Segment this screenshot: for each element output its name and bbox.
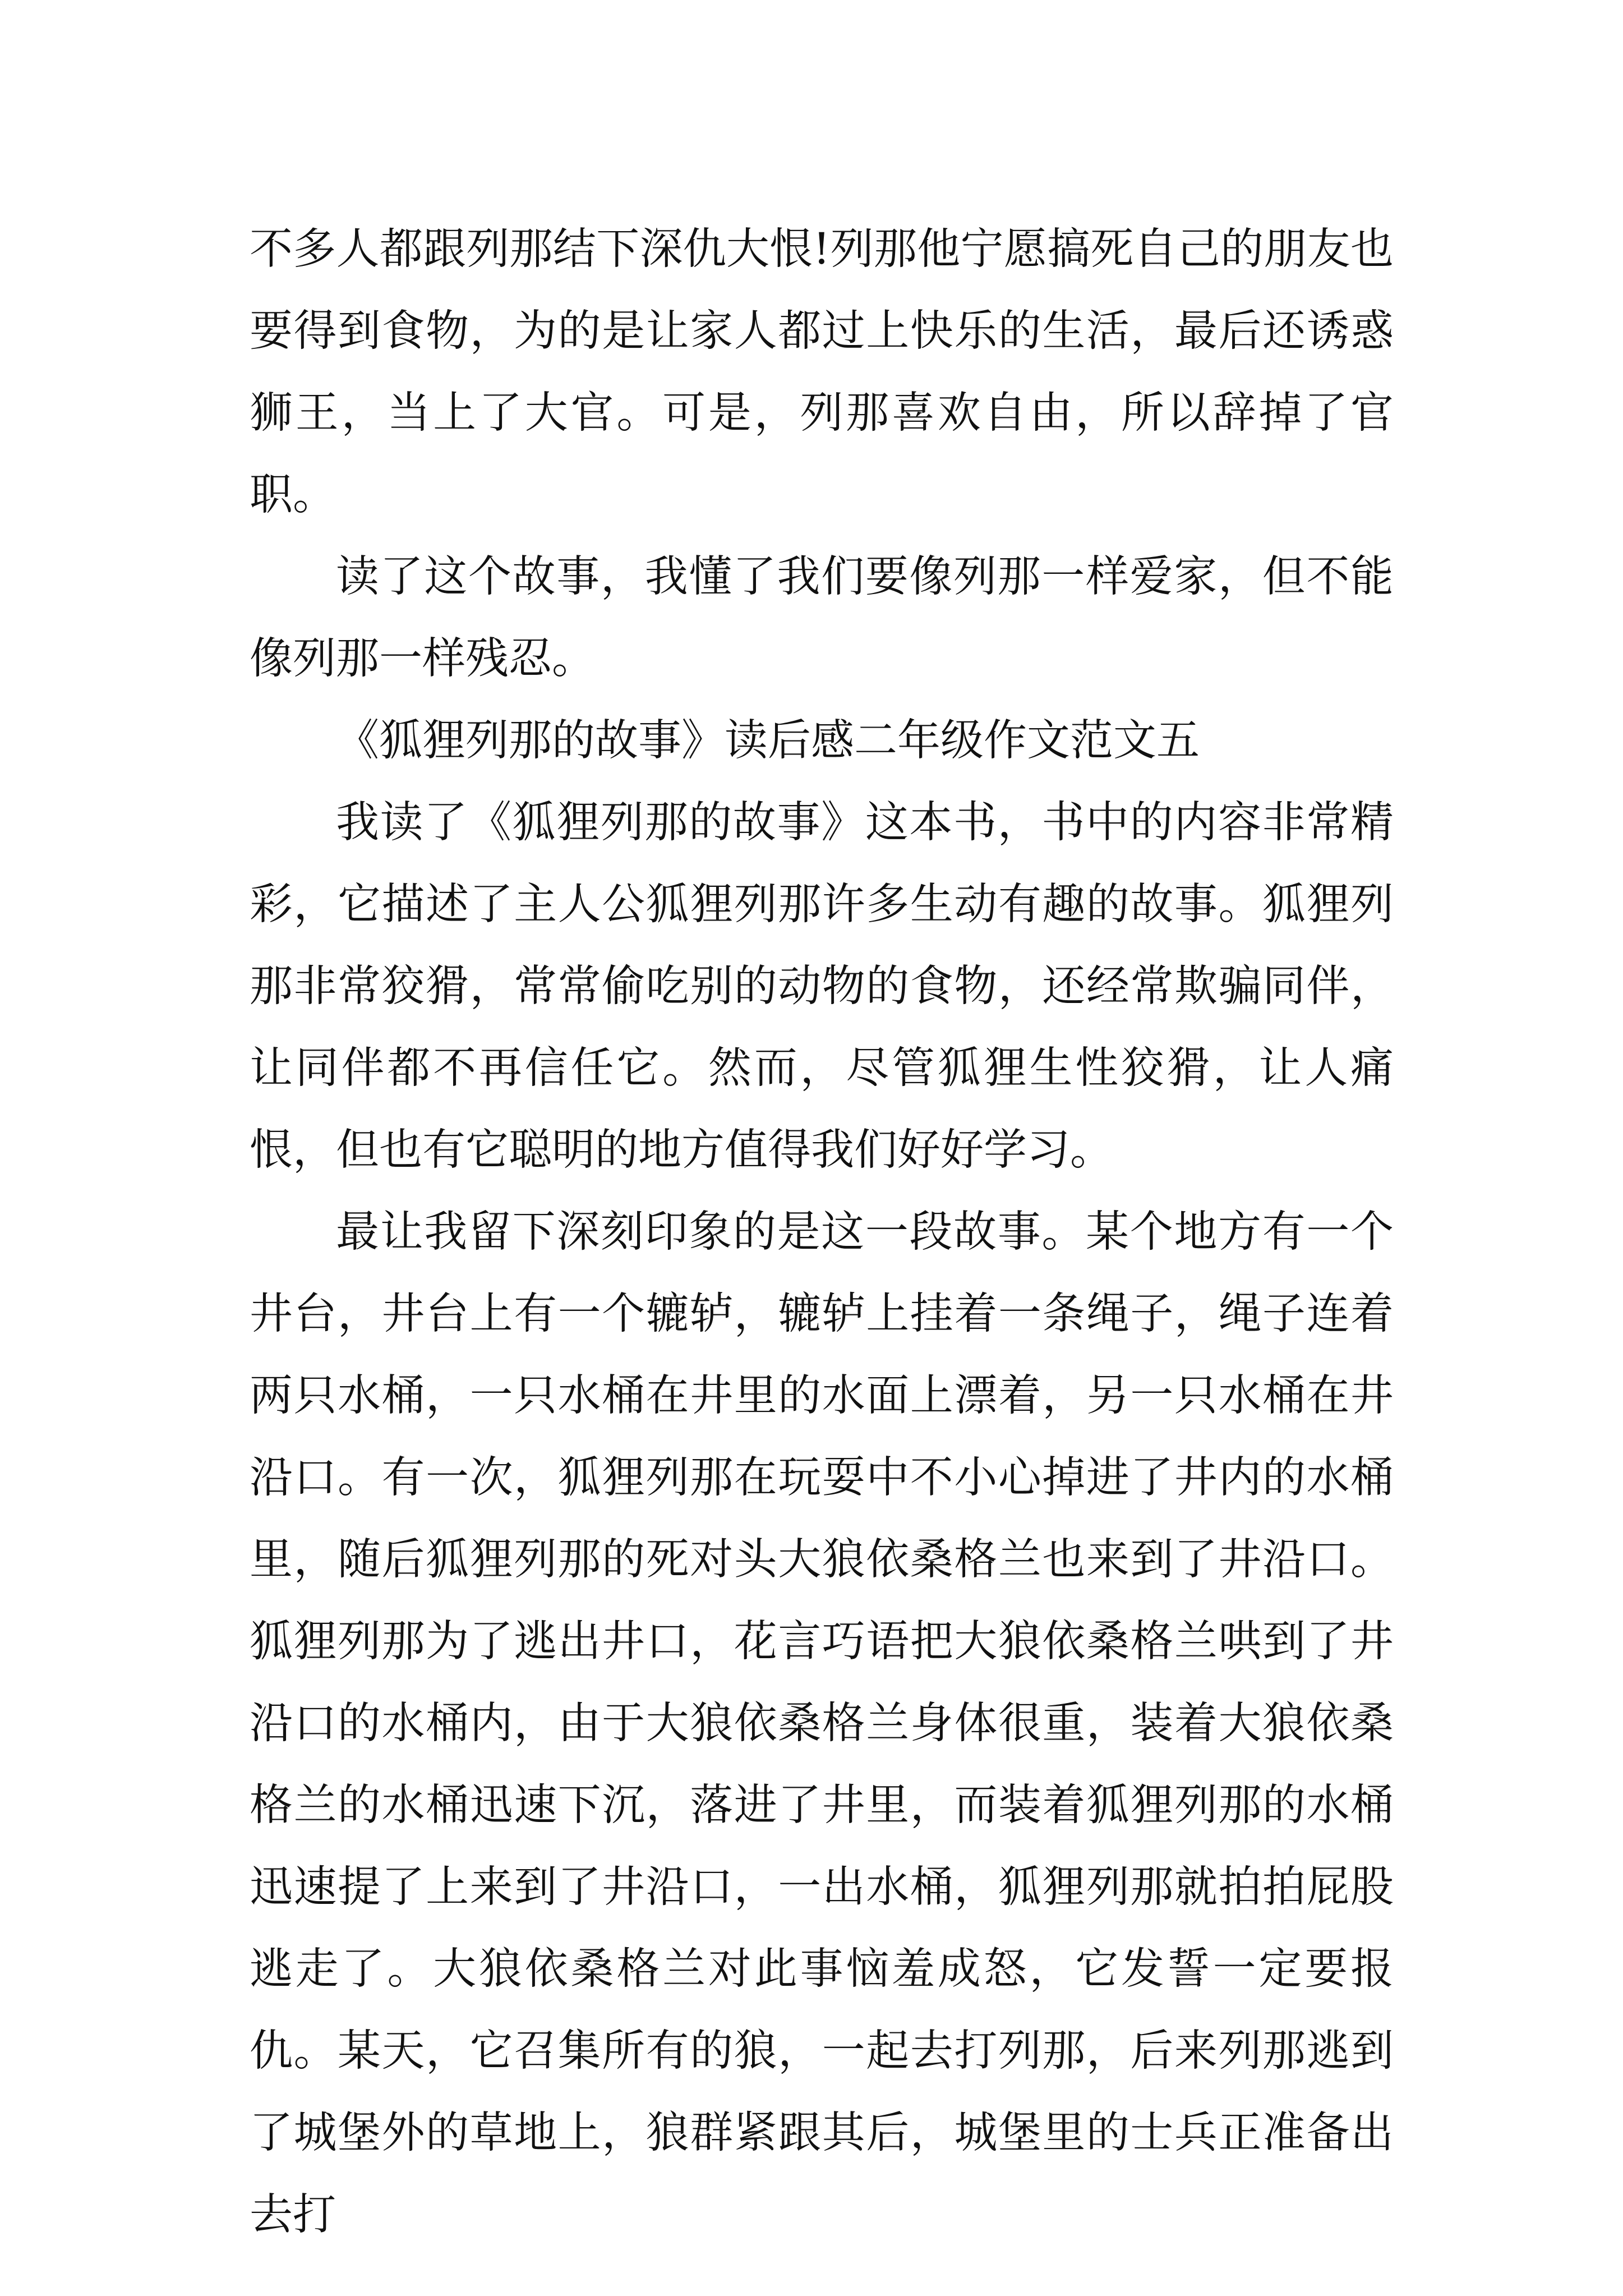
section-title: 《狐狸列那的故事》读后感二年级作文范文五 [336,716,1200,766]
paragraph-continuation: 不多人都跟列那结下深仇大恨!列那他宁愿搞死自己的朋友也要得到食物，为的是让家人都过上快乐的生活，最后还诱惑狮王，当上了大官。可是，列那喜欢自由，所以辞掉了官职。 [250,224,1394,520]
paragraph-story: 最让我留下深刻印象的是这一段故事。某个地方有一个井台，井台上有一个辘轳，辘轳上挂着一条绳子，绳子连着两只水桶，一只水桶在井里的水面上漂着，另一只水桶在井沿口。有一次，狐狸列那在玩耍中不小心掉进了井内的水桶里，随后狐狸列那的死对头大狼依桑格兰也来到了井沿口。狐狸列那为了逃出井口，花言巧语把大狼依桑格兰哄到了井沿口的水桶内，由于大狼依桑格兰身体很重，装着大狼依桑格兰的水桶迅速下沉，落进了井里，而装着狐狸列那的水桶迅速提了上来到了井沿口，一出水桶，狐狸列那就拍拍屁股逃走了。大狼依桑格兰对此事恼羞成怒，它发誓一定要报仇。某天，它召集所有的狼，一起去打列那，后来列那逃到了城堡外的草地上，狼群紧跟其后，城堡里的士兵正准备出去打 [250,1207,1394,2240]
paragraph-conclusion: 读了这个故事，我懂了我们要像列那一样爱家，但不能像列那一样残忍。 [250,552,1394,684]
paragraph-intro: 我读了《狐狸列那的故事》这本书，书中的内容非常精彩，它描述了主人公狐狸列那许多生动有趣的故事。狐狸列那非常狡猾，常常偷吃别的动物的食物，还经常欺骗同伴，让同伴都不再信任它。然而，尽管狐狸生性狡猾，让人痛恨，但也有它聪明的地方值得我们好好学习。 [250,798,1394,1175]
document-body [250,209,1394,2256]
